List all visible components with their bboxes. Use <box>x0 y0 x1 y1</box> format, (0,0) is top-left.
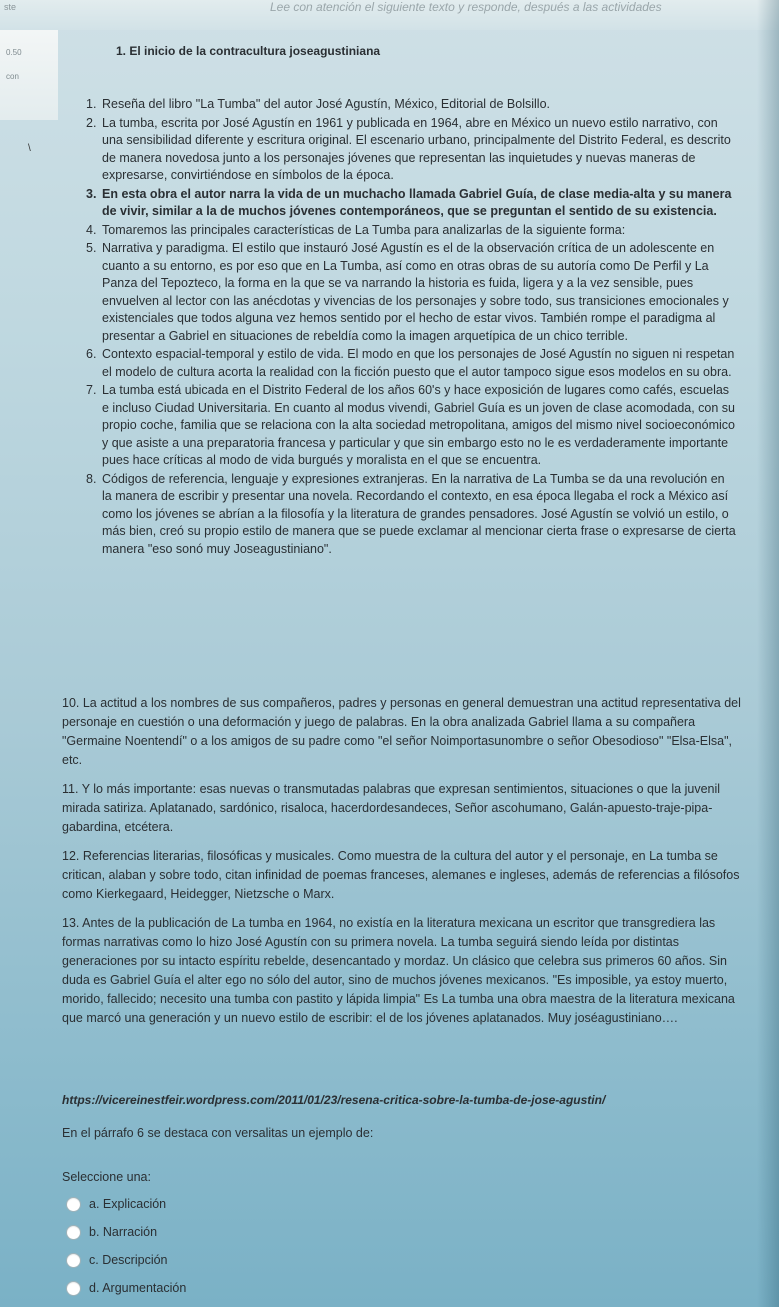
corner-text: ste <box>4 2 17 12</box>
radio-button[interactable] <box>66 1281 81 1296</box>
list-item-text: En esta obra el autor narra la vida de un muchacho llamada Gabriel Guía, de clase media-alta y su manera de vivir, similar a la de muchos jóvenes contemporáneos, que se preguntan el sentido de su existencia. <box>102 186 732 218</box>
question-info-panel <box>0 30 58 120</box>
answer-option-label[interactable]: c. Descripción <box>89 1253 168 1267</box>
radio-button[interactable] <box>66 1197 81 1212</box>
list-item <box>86 346 736 381</box>
radio-button[interactable] <box>66 1225 81 1240</box>
reading-paragraphs <box>62 694 742 1038</box>
answer-options <box>66 1190 186 1302</box>
list-item-number: 1. <box>86 97 97 111</box>
reading-paragraph: 13. Antes de la publicación de La tumba en 1964, no existía en la literatura mexicana un escritor que transgrediera las formas narrativas como lo hizo José Agustín con su primera novela. La tumba seguirá siendo leída por distintas generaciones por su intacto espíritu rebelde, desencantado y mordaz. Un clásico que celebra sus primeros 60 años. Sin duda es Gabriel Guía el alter ego no sólo del autor, sino de muchos jóvenes mexicanos. "Es imposible, ya estoy muerto, morido, fallecido; necesito una tumba con pastito y lápida limpia" Es La tumba una obra maestra de la literatura mexicana que marcó una generación y un nuevo estilo de escribir: el de los jóvenes aplatanados. Muy joséagustiniano…. <box>62 916 735 1025</box>
list-item <box>86 471 736 559</box>
list-item-text: Contexto espacial-temporal y estilo de vida. El modo en que los personajes de José Agustín no siguen ni respetan el modelo de cultura acorta la realidad con la ficción puesto que el autor tampoco sigue esos modelos en su obra. <box>102 347 735 379</box>
answer-option[interactable] <box>66 1218 186 1246</box>
reading-paragraph: 11. Y lo más importante: esas nuevas o transmutadas palabras que expresan sentimientos, situaciones o que la juvenil mirada satiriza. Aplatanado, sardónico, risaloca, hacerdordesandeces, Señor ascohumano, Galán-apuesto-traje-pipa-gabardina, etcétera. <box>62 782 721 834</box>
list-item-number: 6. <box>86 347 97 361</box>
top-band <box>0 0 779 30</box>
list-item-number: 8. <box>86 471 97 486</box>
list-item-text: Tomaremos las principales características de La Tumba para analizarlas de la siguiente forma: <box>102 222 626 237</box>
reading-paragraph: 10. La actitud a los nombres de sus compañeros, padres y personas en general demuestran una actitud representativa del personaje en cuestión o una deformación y juego de palabras. En la obra analizada Gabriel llama a su compañera "Germaine Noentendí" o a los amigos de su padre como "el señor Noimportasunombre o señor Obesodioso" "Elsa-Elsa", etc. <box>62 696 741 767</box>
list-item-text: Códigos de referencia, lenguaje y expresiones extranjeras. En la narrativa de La Tumba se da una revolución en la manera de escribir y presentar una novela. Recordando el contexto, en esa época llegaba el rock a México así como los jóvenes se abrían a la filosofía y la literatura de grandes pensadores. José Agustín se volvió un estilo, o más bien, creó su propio estilo de manera que se puede exclamar al mencionar cierta frase o expresarse de cierta manera "eso sonó muy Joseagustiniano". <box>102 471 736 556</box>
radio-button[interactable] <box>66 1253 81 1268</box>
points-text: 0.50 <box>6 48 22 57</box>
list-item <box>86 382 736 470</box>
list-item <box>86 115 736 185</box>
reading-paragraph: 12. Referencias literarias, filosóficas y musicales. Como muestra de la cultura del autor y el personaje, en La tumba se critican, alaban y sobre todo, citan infinidad de poemas franceses, alemanes e ingleses, además de referencias a filósofos como Kierkegaard, Heidegger, Nietzsche o Marx. <box>62 849 740 901</box>
reading-list <box>86 96 736 559</box>
list-item <box>86 96 736 114</box>
list-item-text: La tumba, escrita por José Agustín en 1961 y publicada en 1964, abre en México un nuevo estilo narrativo, con una sensibilidad diferente y escritura original. El escenario urbano, principalmente del Distrito Federal, es descrito de manera novedosa junto a los personajes jóvenes que representan las inquietudes y nuevas maneras de expresarse, convirtiéndose en símbolos de la época. <box>102 115 731 182</box>
screen-edge-shadow <box>757 0 779 1307</box>
answer-option[interactable] <box>66 1190 186 1218</box>
answer-option-label[interactable]: b. Narración <box>89 1225 158 1239</box>
answer-option[interactable] <box>66 1274 186 1302</box>
source-url: https://vicereinestfeir.wordpress.com/2011/01/23/resena-critica-sobre-la-tumba-de-jose-agustin/ <box>62 1093 606 1107</box>
answer-option-label[interactable]: a. Explicación <box>89 1197 167 1211</box>
question-text: En el párrafo 6 se destaca con versalitas un ejemplo de: <box>62 1126 374 1140</box>
list-item-number: 7. <box>86 383 97 397</box>
select-one-label: Seleccione una: <box>62 1170 151 1184</box>
list-item <box>86 240 736 345</box>
list-item-text: Reseña del libro "La Tumba" del autor José Agustín, México, Editorial de Bolsillo. <box>102 97 551 111</box>
list-item-text: La tumba está ubicada en el Distrito Federal de los años 60's y hace exposición de lugares como cafés, escuelas e incluso Ciudad Universitaria. En cuanto al modus vivendi, Gabriel Guía es un joven de clase acomodada, con su propio coche, familia que se relaciona con la alta sociedad metropolitana, amigos del mismo nivel socioeconómico y que asiste a una preparatoria francesa y particular y que sin embargo esto no le es verdaderamente importante pues hace críticas al modo de vida burgués y moralista en el que se encuentra. <box>102 383 735 467</box>
stray-mark: \ <box>28 143 31 154</box>
list-item-text: Narrativa y paradigma. El estilo que instauró José Agustín es el de la observación crítica de un adolescente en cuanto a su entorno, es por eso que en La Tumba, así como en otras obras de su autoría como De Perfil y La Panza del Tepozteco, la forma en la que se va narrando la historia es fuida, ligera y a la vez sensible, pues envuelven al lector con las anécdotas y vivencias de los personajes y sobre todo, sus transiciones emocionales y existenciales que todos alguna vez hemos sentido por el hecho de estar vivos. También rompe el paradigma al presentar a Gabriel en situaciones de rebeldía como la imagen arquetípica de un chico terrible. <box>102 241 729 343</box>
reading-title: 1. El inicio de la contracultura joseagustiniana <box>116 44 381 58</box>
list-item-number: 2. <box>86 115 97 130</box>
list-item-number: 5. <box>86 241 97 255</box>
list-item <box>86 222 736 240</box>
faded-instruction: Lee con atención el siguiente texto y responde, después a las actividades <box>270 0 662 14</box>
list-item <box>86 186 736 221</box>
list-item-number: 3. <box>86 186 97 201</box>
answer-option-label[interactable]: d. Argumentación <box>89 1281 187 1295</box>
info-text: con <box>6 72 19 81</box>
answer-option[interactable] <box>66 1246 186 1274</box>
list-item-number: 4. <box>86 222 97 237</box>
